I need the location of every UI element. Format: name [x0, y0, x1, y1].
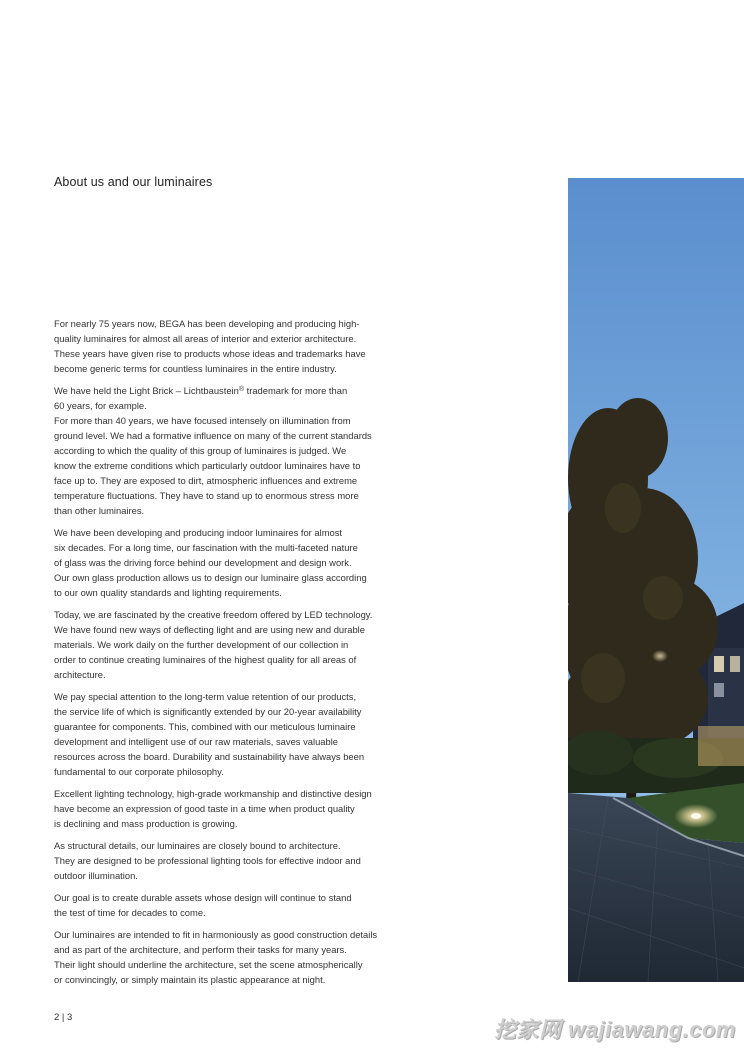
- paragraph: Excellent lighting technology, high-grade workmanship and distinctive design have become an expression of good taste in a time when product quality is declining and mass production is growing.: [54, 788, 372, 829]
- paragraph: Today, we are fascinated by the creative freedom offered by LED technology. We have found new ways of deflecting light and are using new and durable materials. We work daily on the further development of our collection in order to continue creating luminaires of the highest quality for all areas of architecture.: [54, 609, 373, 680]
- registered-mark: ®: [238, 386, 245, 393]
- paragraph: We have been developing and producing indoor luminaires for almost six decades. For a long time, our fascination with the multi-faceted nature of glass was the driving force behind our development and design work. Our own glass production allows us to design our luminaire glass according to our own quality standards and lighting requirements.: [54, 527, 367, 598]
- evening-garden-photo: [568, 178, 744, 982]
- body-text: [54, 316, 404, 994]
- paragraph: For nearly 75 years now, BEGA has been developing and producing high- quality luminaires for almost all areas of interior and exterior architecture. These years have given rise to products whose ideas and trademarks have become generic terms for countless luminaires in the entire industry.: [54, 318, 366, 374]
- page-title: About us and our luminaires: [54, 175, 213, 189]
- paragraph: Our luminaires are intended to fit in harmoniously as good construction details and as part of the architecture, and perform their tasks for many years. Their light should underline the architecture, set the scene atmospherically or convincingly, or simply maintain its plastic appearance at night.: [54, 929, 378, 985]
- paragraph: Our goal is to create durable assets whose design will continue to stand the test of time for decades to come.: [54, 892, 352, 918]
- watermark-logo: 挖家网 wajiawang.com: [494, 1017, 736, 1042]
- paragraph: [54, 383, 404, 518]
- page-number: 2 | 3: [54, 1012, 73, 1023]
- paragraph: We pay special attention to the long-term value retention of our products, the service life of which is significantly extended by our 20-year availability guarantee for components. This, combined with our meticulous luminaire development and intelligent use of our raw materials, saves valuable resources across the board. Durability and sustainability have always been fundamental to our corporate philosophy.: [54, 691, 365, 777]
- paragraph-text: We have held the Light Brick – Lichtbaustein: [54, 385, 239, 396]
- paragraph-text: trademark for more than 60 years, for example. For more than 40 years, we have focused intensely on illumination from ground level. We had a formative influence on many of the current standards according to which the quality of this group of luminaires is judged. We know the extreme conditions which particularly outdoor luminaires have to face up to. They are exposed to dirt, atmospheric influences and extreme temperature fluctuations. They have to stand up to enormous stress more than other luminaires.: [54, 385, 372, 516]
- paragraph: As structural details, our luminaires are closely bound to architecture. They are designed to be professional lighting tools for effective indoor and outdoor illumination.: [54, 840, 361, 881]
